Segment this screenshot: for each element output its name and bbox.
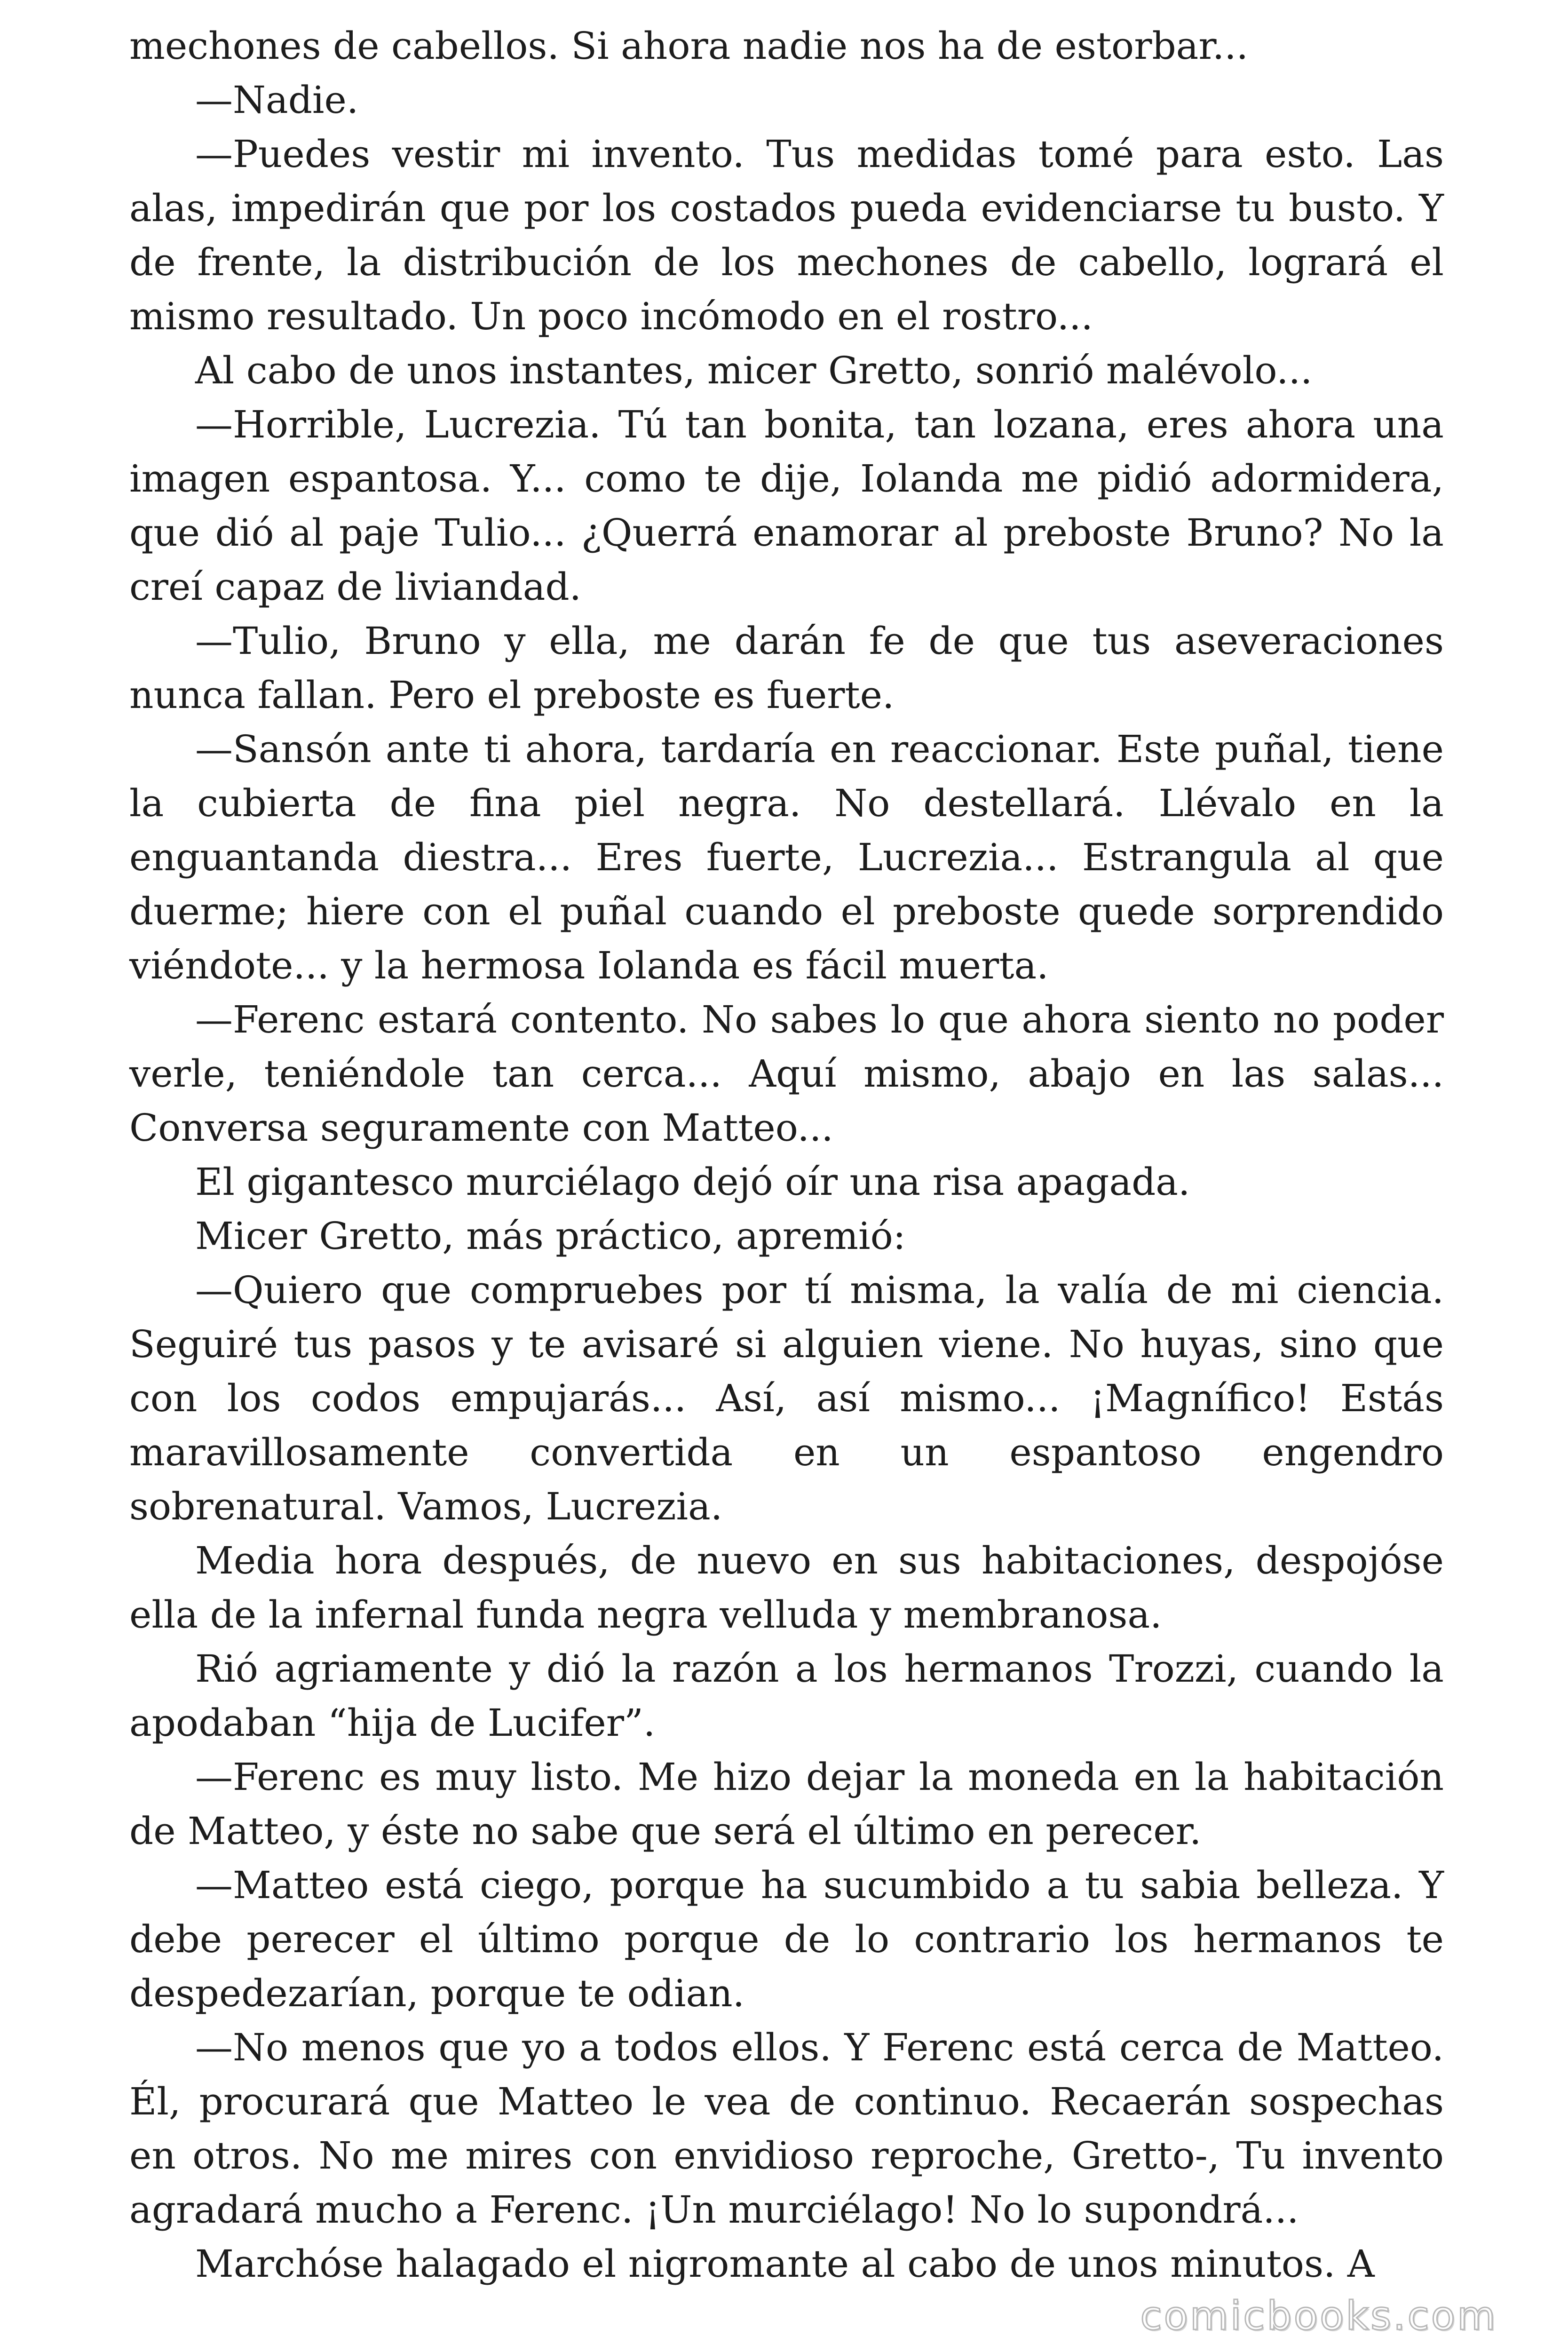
paragraph-10: —Quiero que compruebes por tí misma, la valía de mi ciencia. Seguiré tus pasos y te avisaré si alguien viene. No huyas, sino que con los codos empujarás... Así, así mismo... ¡Magnífico! Estás maravillosamente convertida en un espantoso engendro sobrenatural. Vamos, Lucrezia. [129, 1268, 1444, 1528]
paragraph-3: Al cabo de unos instantes, micer Gretto, sonrió malévolo... [195, 349, 1313, 392]
watermark: comicbooks.com [1140, 2293, 1497, 2339]
paragraph-4: —Horrible, Lucrezia. Tú tan bonita, tan lozana, eres ahora una imagen espantosa. Y... como te dije, Iolanda me pidió adormidera, que dió al paje Tulio... ¿Querrá enamorar al preboste Bruno? No la creí capaz de liviandad. [129, 403, 1444, 609]
paragraph-8: El gigantesco murciélago dejó oír una risa apagada. [195, 1160, 1190, 1204]
paragraph-16: Marchóse halagado el nigromante al cabo de unos minutos. A [195, 2242, 1375, 2286]
paragraph-7: —Ferenc estará contento. No sabes lo que ahora siento no poder verle, teniéndole tan cerca... Aquí mismo, abajo en las salas... Conversa seguramente con Matteo... [129, 998, 1444, 1150]
paragraph-13: —Ferenc es muy listo. Me hizo dejar la moneda en la habitación de Matteo, y éste no sabe que será el último en perecer. [129, 1755, 1444, 1853]
paragraph-0: mechones de cabellos. Si ahora nadie nos ha de estorbar... [129, 24, 1249, 68]
paragraph-11: Media hora después, de nuevo en sus habitaciones, despojóse ella de la infernal funda negra velluda y membranosa. [129, 1539, 1444, 1637]
paragraph-12: Rió agriamente y dió la razón a los hermanos Trozzi, cuando la apodaban “hija de Lucifer”. [129, 1647, 1444, 1745]
paragraph-15: —No menos que yo a todos ellos. Y Ferenc está cerca de Matteo. Él, procurará que Matteo le vea de continuo. Recaerán sospechas en otros. No me mires con envidioso reproche, Gretto-, Tu invento agradará mucho a Ferenc. ¡Un murciélago! No lo supondrá... [129, 2026, 1444, 2232]
paragraph-9: Micer Gretto, más práctico, apremió: [195, 1214, 906, 1258]
page-text [129, 19, 1444, 2291]
paragraph-6: —Sansón ante ti ahora, tardaría en reaccionar. Este puñal, tiene la cubierta de fina piel negra. No destellará. Llévalo en la enguantanda diestra... Eres fuerte, Lucrezia... Estrangula al que duerme; hiere con el puñal cuando el preboste quede sorprendido viéndote... y la hermosa Iolanda es fácil muerta. [129, 727, 1444, 987]
paragraph-14: —Matteo está ciego, porque ha sucumbido a tu sabia belleza. Y debe perecer el último porque de lo contrario los hermanos te despedezarían, porque te odian. [129, 1863, 1444, 2015]
paragraph-1: —Nadie. [195, 78, 359, 122]
paragraph-2: —Puedes vestir mi invento. Tus medidas tomé para esto. Las alas, impedirán que por los costados pueda evidenciarse tu busto. Y de frente, la distribución de los mechones de cabello, logrará el mismo resultado. Un poco incómodo en el rostro... [129, 132, 1444, 338]
paragraph-5: —Tulio, Bruno y ella, me darán fe de que tus aseveraciones nunca fallan. Pero el preboste es fuerte. [129, 619, 1444, 717]
